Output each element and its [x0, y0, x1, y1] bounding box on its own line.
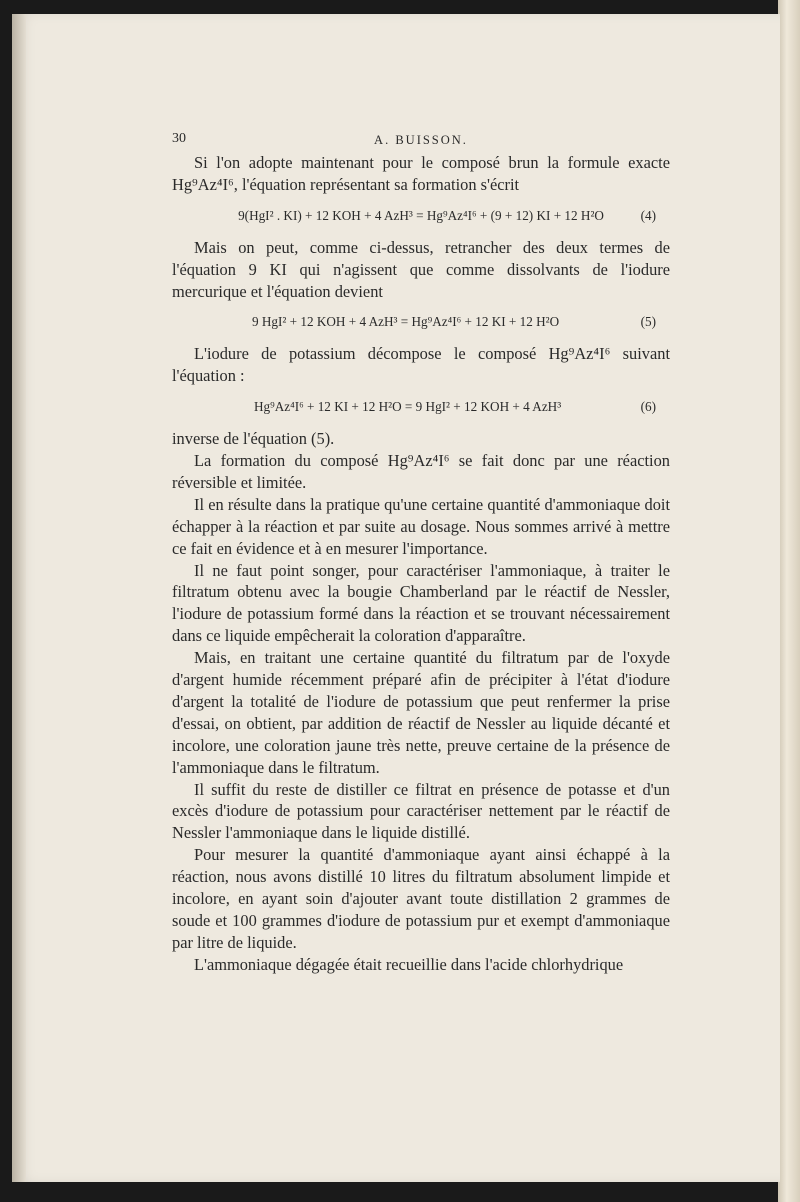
paragraph: Il ne faut point songer, pour caractériser l'ammoniaque, à traiter le filtratum obtenu avec la bougie Chamberland par le réactif de Nessler, l'iodure de potassium formé dans la réaction et se trouvant nécessairement dans ce liquide empêcherait la coloration d'apparaître.	[172, 560, 670, 646]
equation-formula: 9 HgI² + 12 KOH + 4 AzH³ = Hg⁹Az⁴I⁶ + 12 KI + 12 H²O	[252, 314, 560, 330]
paragraph: Si l'on adopte maintenant pour le composé brun la formule exacte Hg⁹Az⁴I⁶, l'équation représentant sa formation s'écrit	[172, 153, 670, 194]
page-number: 30	[172, 131, 186, 146]
paragraph: La formation du composé Hg⁹Az⁴I⁶ se fait donc par une réaction réversible et limitée.	[172, 450, 670, 492]
paragraph: Mais, en traitant une certaine quantité du filtratum par de l'oxyde d'argent humide récemment préparé afin de précipiter à l'état d'iodure d'argent la totalité de l'iodure de potassium que peut renfermer la prise d'essai, on obtient, par addition de réactif de Nessler au liquide décanté et incolore, une coloration jaune très nette, preuve certaine de la présence de l'ammoniaque dans le filtratum.	[172, 648, 670, 777]
equation-6	[172, 396, 670, 418]
equation-4	[172, 205, 670, 227]
equation-5	[172, 311, 670, 333]
paragraph: inverse de l'équation (5).	[172, 429, 335, 449]
paragraph: Mais on peut, comme ci-dessus, retrancher des deux termes de l'équation 9 KI qui n'agissent que comme dissolvants de l'iodure mercurique et l'équation devient	[172, 237, 670, 301]
paragraph: L'ammoniaque dégagée était recueillie dans l'acide chlorhydrique	[194, 954, 624, 974]
equation-number: (4)	[640, 207, 656, 223]
page-header	[172, 128, 670, 150]
equation-number: (5)	[640, 314, 656, 330]
equation-number: (6)	[640, 399, 656, 415]
running-title: A. BUISSON.	[374, 133, 468, 147]
equation-formula: 9(HgI² . KI) + 12 KOH + 4 AzH³ = Hg⁹Az⁴I⁶ + (9 + 12) KI + 12 H²O	[238, 207, 604, 223]
paragraph: Il en résulte dans la pratique qu'une certaine quantité d'ammoniaque doit échapper à la réaction et par suite au dosage. Nous sommes arrivé à mettre ce fait en évidence et à en mesurer l'importance.	[172, 494, 670, 558]
equation-formula: Hg⁹Az⁴I⁶ + 12 KI + 12 H²O = 9 HgI² + 12 KOH + 4 AzH³	[254, 399, 562, 415]
paragraph: Il suffit du reste de distiller ce filtrat en présence de potasse et d'un excès d'iodure de potassium pour caractériser nettement par le réactif de Nessler l'ammoniaque dans le liquide distillé.	[172, 779, 670, 843]
page-binding	[12, 14, 26, 1182]
paragraph: Pour mesurer la quantité d'ammoniaque ayant ainsi échappé à la réaction, nous avons distillé 10 litres du filtratum absolument limpide et incolore, en ayant soin d'ajouter avant toute distillation 2 grammes de soude et 100 grammes d'iodure de potassium pur et exempt d'ammoniaque par litre de liquide.	[172, 845, 670, 952]
book-edge	[778, 0, 800, 1202]
page-content	[172, 128, 670, 976]
paragraph: L'iodure de potassium décompose le composé Hg⁹Az⁴I⁶ suivant l'équation :	[172, 344, 670, 386]
